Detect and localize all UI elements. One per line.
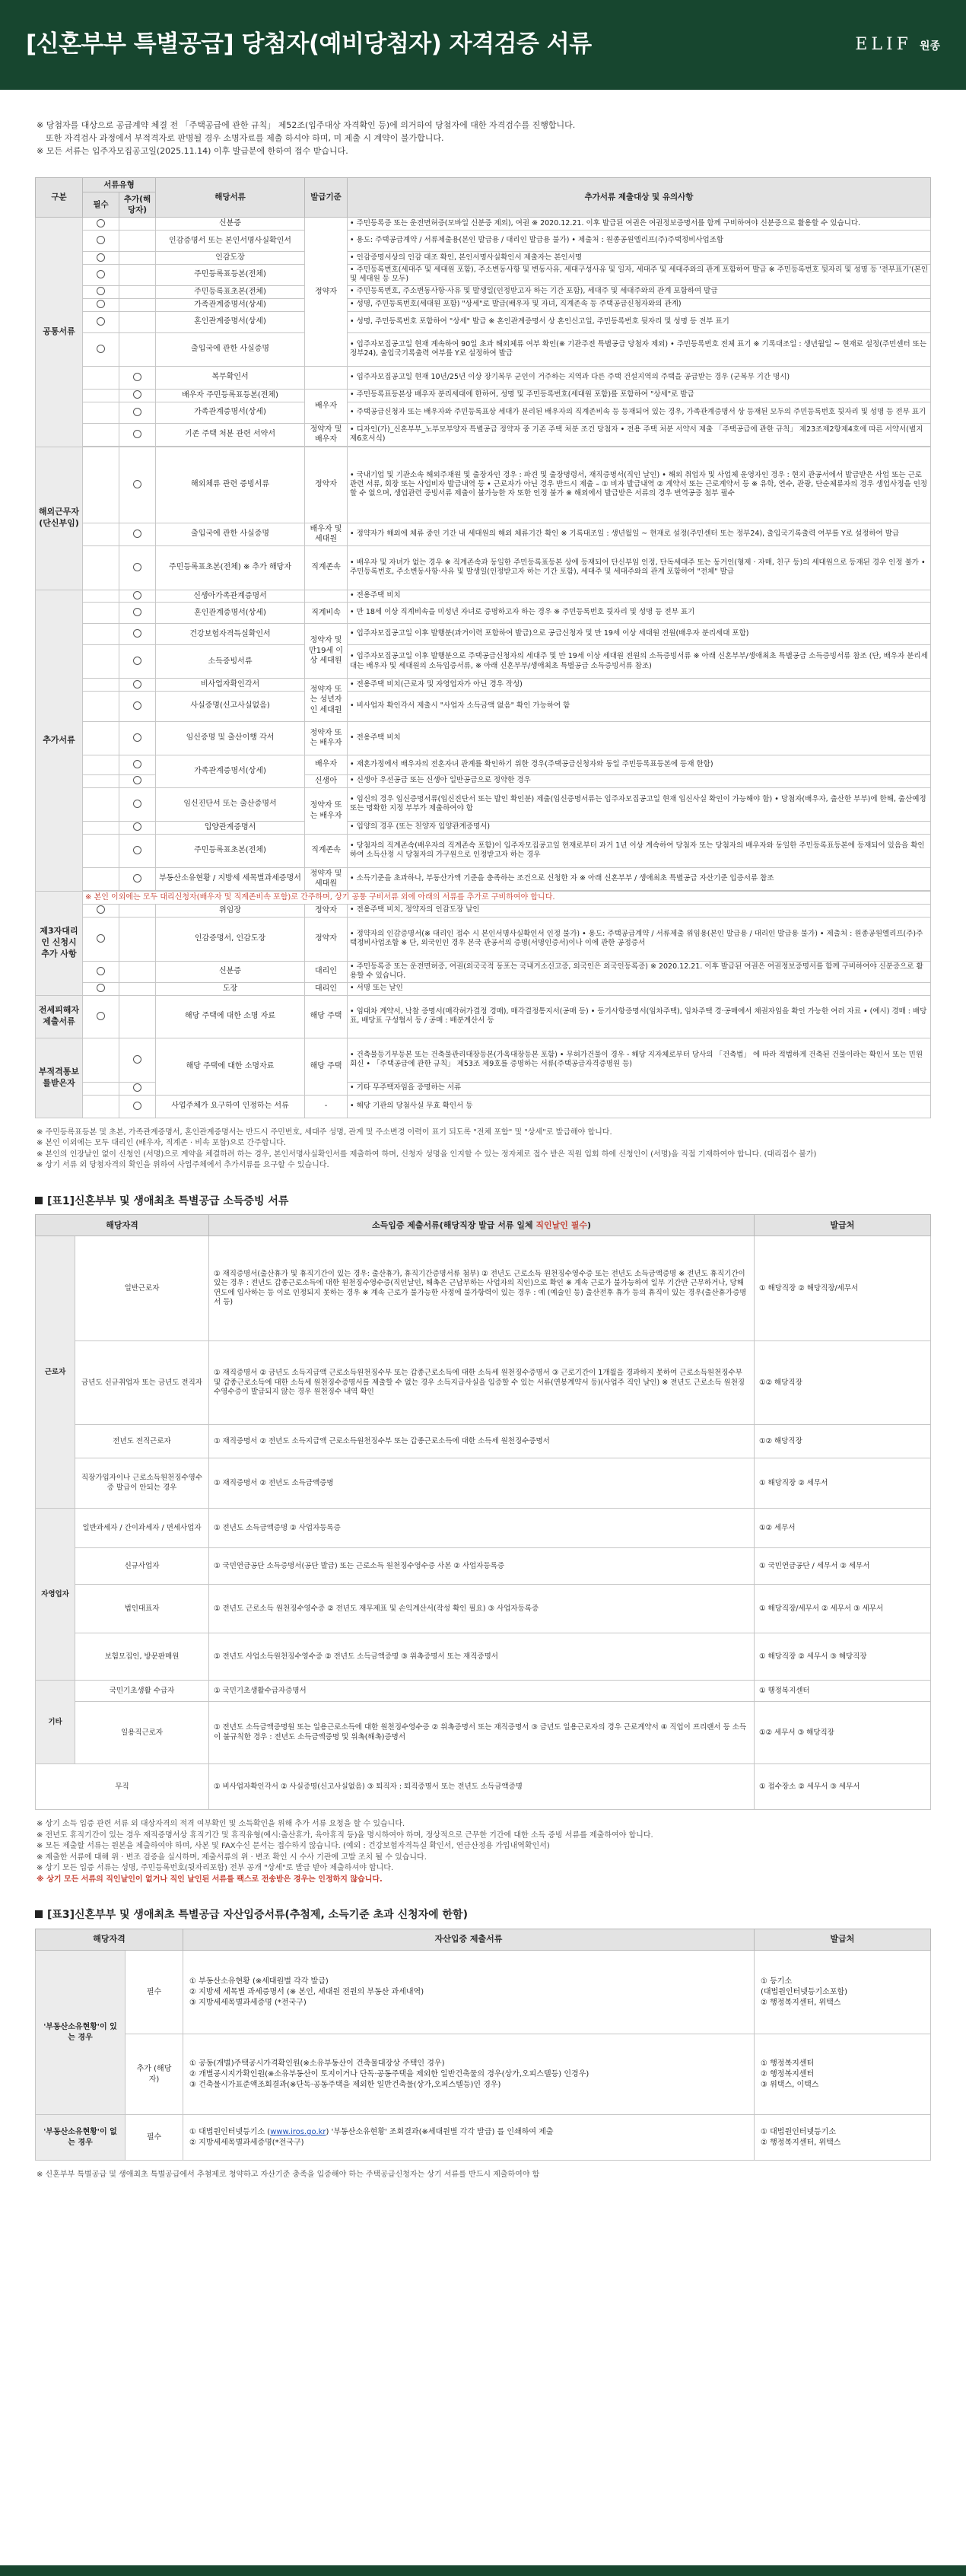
doc-detail: • 입주자모집공고일 현재 10년/25년 이상 장기복무 군인이 거주하는 지역과 다른 주택 건설지역의 주택을 공급받는 경우 (군복무 기간 명시) [348,366,931,389]
extra-mark [133,530,141,538]
issuer: 대리인 [305,982,348,995]
qual-issuer: ① 해당직장 ② 해당직장/세무서 [755,1236,931,1341]
qual-label: 법인대표자 [75,1585,209,1633]
doc-name: 출입국에 관한 사실증명 [156,523,305,545]
qual-issuer: ① 국민연금공단 / 세무서 ② 세무서 [755,1548,931,1585]
qual-label: 전년도 전직근로자 [75,1425,209,1458]
doc-detail: • 디자인(가)_신혼부부_노부모부양자 특별공급 정약자 중 기존 주택 처분 조건 당첨자 • 전용 주택 처분 서약서 제출 「주택공급에 관한 규칙」 제23조제2항제4호에 따른 서약서(별지 제6호서식) [348,423,931,446]
qual-docs: ① 재직증명서 ② 전년도 소득지급액 근로소득원천징수부 또는 갑종근로소득에 대한 소득세 원천징수증명서 [209,1425,755,1458]
header-bar [0,0,966,90]
qual-label: 보험모집인, 방문판매원 [75,1633,209,1681]
header-text: ) [587,1220,592,1230]
doc-detail: • 정약자의 인감증명서(※ 대리인 접수 시 본인서명사실확인서 인정 불가) • 용도: 주택공급계약 / 서류제출 위임용(본인 발급용 / 대리인 발급용 불가) • 제출처 : 원종공원엘리프(주)주택정비사업조합 ※ 단, 외국인인 경우 본국 관공서의 증명(서명인증서)이나 이에 관한 공정증서 [348,917,931,961]
issuer: 정약자 및 배우자 [305,423,348,446]
income-docs-table [35,1214,931,1810]
section-proxy: 제3자대리인 신청시 추가 사항 [36,891,83,995]
footer-bar [0,2565,966,2576]
qual-docs: ① 비사업자확인각서 ② 사실증명(신고사실없음) ③ 퇴직자 : 퇴직증명서 또는 전년도 소득금액증명 [209,1764,755,1810]
issuer: 정약자 또는 성년자인 세대원 [305,679,348,722]
col-header-gubun: 구분 [36,177,83,218]
qual-issuer: ①② 해당직장 [755,1341,931,1425]
required-mark [97,345,105,353]
qual-docs: ① 전년도 사업소득원천징수영수증 ② 전년도 소득금액증명 ③ 위촉증명서 또는 재직증명서 [209,1633,755,1681]
extra-mark [133,760,141,768]
proxy-notice: ※ 본인 이외에는 모두 대리신청자(배우자 및 직계존비속 포함)로 간주하며, 상기 공통 구비서류 외에 아래의 서류를 추가로 구비하여야 합니다. [83,891,931,904]
required-mark [97,905,105,914]
required-mark [97,253,105,262]
doc-name: 임신진단서 또는 출산증명서 [156,787,305,821]
extra-mark [133,373,141,381]
col-header-docs: 자산입증 제출서류 [183,1929,755,1951]
doc-detail: • 입주자모집공고일 이후 발행분으로 주택공급신청자의 세대주 및 만 19세 이상 세대원 전원의 소득증빙서류 ※ 아래 신혼부부/생애최초 특별공급 소득증빙서류 참조 (단, 배우자 분리세대는 배우자 및 세대원의 소득입증서류, ※ 아래 신혼부부/생애최초 특별공급 소득증빙서류 참조) [348,645,931,679]
doc-detail: • 정약자가 해외에 체류 중인 기간 내 세대원의 해외 체류기간 확인 ※ 기록대조일 : 생년월일 ~ 현재로 설정(주민센터 또는 정부24), 출입국기록출력 여부를 Y로 설정하여 발급 [348,523,931,545]
doc-name: 주민등록표등본(전체) [156,264,305,285]
issuer: 정약자 또는 배우자 [305,721,348,755]
issuer: 정약자 또는 배우자 [305,787,348,834]
extra-mark [133,874,141,883]
required-mark [97,300,105,308]
required-mark [97,934,105,943]
qual-docs: ① 재직증명서(출산휴가 및 휴직기간이 있는 경우: 출산휴가, 휴직기간증명서류 첨부) ② 전년도 근로소득 원천징수영수증 또는 전년도 소득금액증명 ※ 전년도 휴직기간이 있는 경우 : 전년도 갑종근로소득에 대한 원천징수영수증(직인날인, 해촉은 근납부하는 사업자의 직인)으로 확인 ※ 계속 근로가 불가능하여 일부 기간만 근무하거나, 당해 연도에 입사하는 등 이로 인정되지 못하는 경우 ※ 계속 근로가 불가능한 사정에 불가항력이 있는 경우 : 예 (예술인 등) 출산전후 휴가 등의 휴직이 있는 경우(출산휴가증명서 등) [209,1236,755,1341]
doc-detail: • 임대차 계약서, 낙찰 증명서(매각허가결정 경매), 매각결정통지서(공매 등) • 등기사항증명서(임차주택), 임차주택 경·공매에서 채권자임을 확인 가능한 여러 자료 • (예시) 경매 : 배당표, 배당표 구성협서 등 / 공매 : 배분계산서 등 [348,995,931,1038]
section-additional: 추가서류 [36,590,83,891]
extra-mark [133,822,141,831]
section-title-text: [표1]신혼부부 및 생애최초 특별공급 소득증빙 서류 [47,1194,289,1207]
extra-mark [133,480,141,488]
col-header-type: 서류유형 [83,177,156,192]
extra-mark [133,1055,141,1064]
doc-name: 위임장 [156,904,305,917]
issuer: 직계비속 [305,603,348,624]
qual-issuer: ① 행정복지센터 [755,1681,931,1702]
doc-detail: • 임신의 경우 임신증명서류(임신진단서 또는 발인 확인분) 제출(임신증명서류는 입주자모집공고일 현재 임신사실 확인이 가능해야 함) • 당첨자(배우자, 출산한 부부)에 한해, 출산예정 또는 명확한 지정 부부가 제출하여야 함 [348,787,931,821]
doc-detail: • 입양의 경우 (또는 친양자 입양관계증명서) [348,821,931,834]
issuer: 배우자 및 세대원 [305,523,348,545]
note-line: ※ 모든 제출할 서류는 원본을 제출하여야 하며, 사본 및 FAX수신 문서는 접수하지 않습니다. (예외 : 건강보험자격득실 확인서, 연금산정용 가입내역확인서) [37,1842,550,1851]
issuer: 정약자 [305,917,348,961]
qual-docs: ① 재직증명서 ② 금년도 소득지급액 근로소득원천징수부 또는 갑종근로소득에 대한 소득세 원천징수증명서 ③ 근로기간이 1개월을 경과하지 못하여 근로소득원천징수부 및 갑종근로소득에 대한 소득세 원천징수증명서를 제출할 수 없는 경우 소득지급사실을 입증할 수 있는 서류(연봉계약서 등)(사업주 직인 날인) ※ 전년도 근로소득 원천징수영수증이 발급되지 않는 경우 원천징수 내역 확인 [209,1341,755,1425]
asset-issuer [755,2115,931,2161]
doc-name: 신분증 [156,961,305,982]
asset-docs [183,2034,755,2115]
qual-label: 무직 [36,1764,209,1810]
col-header-issuer: 발급기준 [305,177,348,218]
row-type-additional: 추가 (해당자) [126,2034,183,2115]
asset-doc-line: ① 부동산소유현황 (※세대원별 각각 발급) [189,1977,329,1986]
doc-detail: • 당첨자의 직계존속(배우자의 직계존속 포함)이 입주자모집공고일 현재로부터 과거 1년 이상 계속하여 당첨자 또는 당첨자의 배우자와 동일한 주민등록표등본에 등재되어 있음을 확인하여 소득산정 시 당첨자의 가구원으로 인정받고자 하는 경우 [348,834,931,867]
extra-mark [133,608,141,616]
qual-label: 일반과세자 / 간이과세자 / 면세사업자 [75,1509,209,1548]
required-mark [97,317,105,326]
issuer: 정약자 [305,904,348,917]
doc-name: 사실증명(신고사실없음) [156,691,305,721]
qual-issuer: ① 해당직장 ② 세무서 [755,1458,931,1509]
doc-name: 소득증빙서류 [156,645,305,679]
issuer-line: ① 대법원인터넷등기소 [761,2127,837,2136]
qual-docs: ① 전년도 근로소득 원천징수영수증 ② 전년도 재무제표 및 손익계산서(작성 확인 필요) ③ 사업자등록증 [209,1585,755,1633]
note-line: ※ 본인 이외에는 모두 대리인 (배우자, 직계존 · 비속 포함)으로 간주합니다. [37,1139,286,1148]
doc-detail: • 비사업자 확인각서 제출시 "사업자 소득금액 없음" 확인 가능하여 함 [348,691,931,721]
qual-none: '부동산소유현황'이 없는 경우 [36,2115,126,2161]
issuer: 배우자 [305,389,348,423]
brand-logo [855,33,940,56]
doc-name: 신생아가족관계증명서 [156,590,305,603]
asset-issuer [755,1951,931,2034]
qual-issuer: ①② 해당직장 [755,1425,931,1458]
doc-detail: • 인감증명서상의 인감 대조 확인, 본인서명사실확인서 제출자는 본인서명 [348,252,931,265]
col-header-issuer: 발급처 [755,1215,931,1236]
header-red-text: 직인날인 필수 [535,1220,588,1230]
note-line: ※ 본인의 인장날인 없이 신청인 (서명)으로 계약을 체결하려 하는 경우, 본인서명사실확인서를 제출하여 하며, 신청자 성명을 인지할 수 있는 정자체로 접수 받은 직원 입회 하에 신청인이 (서명)을 직접 기재하여야 합니다. (대리접수 불가) [37,1150,817,1159]
doc-detail: • 건축물등기부등본 또는 건축물관리대장등본(가옥대장등본 포함) • 무허가건물이 경우 - 해당 지자체로부터 당사의 「건축법」 에 따라 적법하게 건축된 건물이라는 확인서 또는 민원회신 • 「주택공급에 관한 규칙」 제53조 제9호를 증명하는 서류(주택공급자격증명원 등) [348,1038,931,1082]
doc-name: 사업주체가 요구하여 인정하는 서류 [156,1095,305,1118]
section-disabled: 부적격통보를받은자 [36,1038,83,1118]
issuer: 해당 주택 [305,995,348,1038]
header-text: 소득입증 제출서류(해당직장 발급 서류 일체 [371,1220,536,1230]
income-notes [0,1810,966,1884]
doc-name: 인감도장 [156,252,305,265]
issuer-line: ① 등기소 [761,1977,793,1986]
doc-detail: • 신생아 우선공급 또는 신생아 일반공급으로 정약한 경우 [348,774,931,787]
qual-label: 신규사업자 [75,1548,209,1585]
extra-mark [133,1102,141,1110]
doc-name: 신분증 [156,218,305,231]
col-header-docs [209,1215,755,1236]
qual-docs: ① 전년도 소득금액증명 ② 사업자등록증 [209,1509,755,1548]
extra-mark [133,430,141,438]
doc-name: 혼인관계증명서(상세) [156,603,305,624]
issuer-line: (대법원인터넷등기소포함) [761,1987,848,1996]
qual-issuer: ①② 세무서 ③ 해당직장 [755,1702,931,1764]
asset-doc-line: ① 공동(개별)주택공시가격확인원(※소유부동산이 건축물대장상 주택인 경우) [189,2059,445,2068]
extra-mark [133,408,141,416]
qual-label: 금년도 신규취업자 또는 금년도 전직자 [75,1341,209,1425]
extra-mark [133,591,141,599]
doc-name: 배우자 주민등록표등본(전체) [156,389,305,402]
section-overseas: 해외근무자(단신부임) [36,447,83,590]
doc-detail: • 주민등록번호(세대주 및 세대원 포함), 주소변동사항 및 변동사유, 세대구성사유 및 일자, 세대주 및 세대주와의 관계 포함하여 발급 ※ 주민등록번호 뒷자리 및 성명 등 '전부표기'(본인 및 세대원 등 모두) [348,264,931,285]
qual-label: 국민기초생활 수급자 [75,1681,209,1702]
note-line: ※ 상기 소득 입증 관련 서류 외 대상자격의 적격 여부확인 및 소득확인을 위해 추가 서류 요청을 할 수 있습니다. [37,1820,405,1829]
note-line: ※ 제출한 서류에 대해 위 · 변조 검증을 실시하며, 제출서류의 위 · 변조 확인 시 수사 기관에 고발 조치 될 수 있습니다. [37,1852,427,1862]
doc-name: 해당 주택에 대한 소명자료 [156,1038,305,1095]
extra-mark [133,390,141,399]
doc-detail: • 주민등록번호, 주소변동사항·사유 및 발생일(인정받고자 하는 기간 포함), 세대주 및 세대주와의 관계 포함하여 발급 [348,285,931,298]
asset-doc-line: ③ 지방세세목별과세증명 (*전국구) [189,1998,307,2007]
doc-name: 도장 [156,982,305,995]
required-mark [97,287,105,295]
note-line: ※ 상기 모든 입증 서류는 성명, 주민등록번호(뒷자리포함) 전부 공개 "상세"로 발급 받아 제출하셔야 합니다. [37,1864,394,1873]
category-other: 기타 [36,1681,75,1764]
section-common: 공통서류 [36,218,83,447]
doc-name: 주민등록표초본(전체) [156,285,305,298]
section-title-text: [표3]신혼부부 및 생애최초 특별공급 자산입증서류(추첨제, 소득기준 초과 신청자에 한함) [47,1909,468,1922]
issuer: 정약자 [305,447,348,523]
qual-label: 직장가입자이나 근로소득원천징수영수증 발급이 안되는 경우 [75,1458,209,1509]
required-mark [97,967,105,975]
issuer: 직계존속 [305,834,348,867]
doc-detail: • 주민등록증 또는 운전면허증(모바일 신분증 제외), 여권 ※ 2020.12.21. 이후 발급된 여권은 여권정보증명서를 함께 구비하여야 신분증으로 활용할 수 있습니다. [348,218,931,231]
doc-name: 가족관계증명서(상세) [156,298,305,311]
doc-detail: • 기타 무주택자임을 증명하는 서류 [348,1082,931,1095]
asset-docs [183,2115,755,2161]
qual-issuer: ①② 세무서 [755,1509,931,1548]
qual-label: 일용직근로자 [75,1702,209,1764]
doc-detail: • 만 18세 이상 직계비속을 미성년 자녀로 증명하고자 하는 경우 ※ 주민등록번호 뒷자리 및 성명 등 전부 표기 [348,603,931,624]
qual-docs: ① 국민연금공단 소득증명서(공단 발급) 또는 근로소득 원천징수영수증 사본 ② 사업자등록증 [209,1548,755,1585]
note-line: ※ 주민등록표등본 및 초본, 가족관계증명서, 혼인관계증명서는 반드시 주민번호, 세대주 성명, 관계 및 주소변경 이력이 표기 되도록 "전체 포함" 및 "상세"로 발급해야 합니다. [37,1127,612,1137]
issuer: 정약자 [305,218,348,367]
qual-owned: '부동산소유현황'이 있는 경우 [36,1951,126,2115]
doc-name: 주민등록표초본(전체) [156,834,305,867]
issuer-line: ② 행정복지센터 [761,2069,815,2078]
page-title: [신혼부부 특별공급] 당첨자(예비당첨자) 자격검증 서류 [26,30,592,59]
brand-logo-mark: ELIF [855,35,912,55]
issuer-line: ② 행정복지센터, 위택스 [761,1998,841,2007]
doc-name: 입양관계증명서 [156,821,305,834]
asset-docs [183,1951,755,2034]
brand-logo-sub: 원종 [919,40,940,53]
iros-link[interactable]: www.iros.go.kr [270,2127,326,2136]
section-title-assets [0,1885,966,1929]
extra-mark [133,657,141,665]
issuer: - [305,1095,348,1118]
col-header-doc: 해당서류 [156,177,305,218]
required-mark [97,984,105,992]
doc-detail: • 재혼가정에서 배우자의 전혼자녀 관계를 확인하기 위한 경우(주택공급신청자와 동일 주민등록표등본에 등재 한함) [348,755,931,774]
asset-footnote [0,2161,966,2180]
doc-name: 해당 주택에 대한 소명 자료 [156,995,305,1038]
row-type-required: 필수 [126,2115,183,2161]
doc-detail: • 입주자모집공고일 현재 계속하여 90일 초과 해외체류 여부 확인(※ 기관주전 특별공급 당첨자 제외) • 주민등록번호 전체 표기 ※ 기록대조일 : 생년월일 ~ 현재로 설정(주민센터 또는 정부24), 출입국기록출력 여부를 Y로 설정하여 발급 [348,332,931,366]
category-worker: 근로자 [36,1236,75,1509]
doc-detail: • 소득기준을 초과하나, 부동산가액 기준을 충족하는 조건으로 신청한 자 ※ 아래 신혼부부 / 생애최초 특별공급 자산기준 입증서류 참조 [348,867,931,890]
bullet-square-icon [35,1910,43,1918]
issuer: 배우자 [305,755,348,774]
doc-detail: • 주민등록표등본상 배우자 분리세대에 한하여, 성명 및 주민등록번호(세대원 포함)를 포함하여 "상세"로 발급 [348,389,931,402]
issuer: 정약자 및 만19세 이상 세대원 [305,624,348,679]
required-mark [97,236,105,244]
col-header-detail: 추가서류 제출대상 및 유의사항 [348,177,931,218]
verification-docs-table [35,177,931,1118]
section-title-income [0,1172,966,1215]
doc-detail: • 성명, 주민등록번호 포함하여 "상세" 발급 ※ 혼인관계증명서 상 혼인신고일, 주민등록번호 뒷자리 및 성명 등 전부 표기 [348,311,931,332]
doc-detail: • 주민등록증 또는 운전면허증, 여권(외국국적 동포는 국내거소신고증, 외국인은 외국인등록증) ※ 2020.12.21. 이후 발급된 여권은 여권정보증명서를 함께 구비하여야 신분증으로 활용할 수 있습니다. [348,961,931,982]
bullet-square-icon [35,1197,43,1204]
doc-name: 복무확인서 [156,366,305,389]
asset-doc-text: ① 대법원인터넷등기소 ( [189,2127,271,2136]
doc-detail: • 성명, 주민등록번호(세대원 포함) "상세"로 발급(배우자 및 자녀, 직계존속 등 주택공급신청자와의 관계) [348,298,931,311]
issuer: 직계존속 [305,545,348,590]
extra-mark [133,1083,141,1092]
intro-line: ※ 당첨자를 대상으로 공급계약 체결 전 「주택공급에 관한 규칙」 제52조(입주대상 자격확인 등)에 의거하여 당첨자에 대한 자격검수를 진행합니다. [37,120,576,130]
note-line: ※ 신혼부부 특별공급 및 생애최초 특별공급에서 추첨제로 청약하고 자산기준 충족을 입증해야 하는 주택공급신청자는 상기 서류를 반드시 제출하여야 함 [37,2171,540,2180]
note-line: ※ 상기 서류 외 당첨자격의 확인을 위하여 사업주체에서 추가서류를 요구할 수 있습니다. [37,1161,329,1170]
asset-doc-line: ② 지방세세목별과세증명(*전국구) [189,2138,304,2147]
qual-docs: ① 국민기초생활수급자증명서 [209,1681,755,1702]
doc-name: 인감증명서 또는 본인서명사실확인서 [156,231,305,252]
extra-mark [133,776,141,784]
required-mark [97,1012,105,1020]
doc-name: 가족관계증명서(상세) [156,755,305,787]
category-self: 자영업자 [36,1509,75,1681]
issuer-line: ③ 위택스, 이택스 [761,2080,819,2089]
row-type-required: 필수 [126,1951,183,2034]
qual-issuer: ① 접수장소 ② 세무서 ③ 세무서 [755,1764,931,1810]
asset-doc-line: ② 개별공시지가확인원(※소유부동산이 토지이거나 단독·공동주택을 제외한 일반건축물의 경우(상가,오피스텔등) 인경우) [189,2069,589,2078]
asset-doc-line: ② 지방세 세목별 과세증명서 (※ 본인, 세대원 전원의 부동산 과세내역) [189,1987,424,1996]
doc-name: 건강보험자격득실확인서 [156,624,305,645]
note-line-red: ※ 상기 모든 서류의 직인날인이 없거나 직인 날인된 서류를 팩스로 전송받은 경우는 인정하지 않습니다. [37,1875,383,1884]
asset-issuer [755,2034,931,2115]
extra-mark [133,846,141,854]
asset-doc-text: ) '부동산소유현황' 조회결과(※세대원별 각각 발급) 를 인쇄하여 제출 [326,2127,554,2136]
intro-notice [0,90,966,157]
asset-doc-line [189,2127,748,2138]
extra-mark [133,629,141,638]
intro-line: ※ 모든 서류는 입주자모집공고일(2025.11.14) 이후 발급분에 한하여 접수 받습니다. [37,145,348,156]
issuer: 정약자 및 세대원 [305,867,348,890]
extra-mark [133,800,141,808]
note-line: ※ 전년도 휴직기간이 있는 경우 재직증명서상 휴직기간 및 휴직유형(예시:출산휴가, 육아휴직 등)을 명시하여야 하며, 정상적으로 근무한 기간에 대한 소득 증빙 서류를 제출하여야 합니다. [37,1830,653,1840]
doc-name: 비사업자확인각서 [156,679,305,692]
qual-issuer: ① 해당직장/세무서 ② 세무서 ③ 세무서 [755,1585,931,1633]
doc-name: 기존 주택 처분 관련 서약서 [156,423,305,446]
section-jeonse: 전세피해자제출서류 [36,995,83,1038]
col-header-qual: 해당자격 [36,1215,209,1236]
issuer: 대리인 [305,961,348,982]
col-header-extra: 추가(해당자) [119,192,156,217]
col-header-required: 필수 [83,192,119,217]
doc-name: 출입국에 관한 사실증명 [156,332,305,366]
extra-mark [133,701,141,710]
doc-name: 가족관계증명서(상세) [156,402,305,423]
extra-mark [133,733,141,742]
doc-detail: • 전용주택 비치 [348,590,931,603]
required-mark [97,219,105,227]
qual-docs: ① 재직증명서 ② 전년도 소득금액증명 [209,1458,755,1509]
intro-line: 또한 자격검사 과정에서 부적격자로 판명될 경우 소명자료를 제출 하셔야 하며, 미 제출 시 계약이 불가합니다. [46,132,444,143]
required-mark [97,270,105,278]
doc-detail: • 주택공급신청자 또는 배우자와 주민등록표상 세대가 분리된 배우자의 직계존비속 등 등재되어 있는 경우, 가족관계증명서 상 등재된 모두의 주민등록번호 뒷자리 및 성명 등 전부 표기 [348,402,931,423]
doc-detail: • 배우자 및 자녀가 없는 경우 ※ 직계존속과 동일한 주민등록표등본 상에 등재되어 단신부임 인정, 단독세대주 또는 동거인(형제 · 자매, 친구 등)의 세대원으로 등재된 경우 인정 불가 • 주민등록번호, 주소변동사항·사유 및 발생일(인정받고자 하는 기간 포함), 세대주 및 세대주와의 관계 포함하여 "전체" 발급 [348,545,931,590]
doc-detail: • 전용주택 비치 [348,721,931,755]
qual-label: 일반근로자 [75,1236,209,1341]
col-header-qual: 해당자격 [36,1929,183,1951]
doc-detail: • 서명 또는 날인 [348,982,931,995]
asset-doc-line: ③ 건축물시가표준액조회결과(※단독·공동주택을 제외한 일반건축물(상가,오피스텔등)인 경우) [189,2080,501,2089]
notes-block [0,1118,966,1171]
doc-name: 혼인관계증명서(상세) [156,311,305,332]
issuer-line: ② 행정복지센터, 위택스 [761,2138,841,2147]
col-header-issuer: 발급처 [755,1929,931,1951]
doc-name: 부동산소유현황 / 지방세 세목별과세증명서 [156,867,305,890]
doc-detail: • 전용주택 비치(근로자 및 자영업자가 아닌 경우 작성) [348,679,931,692]
issuer-line: ① 행정복지센터 [761,2059,815,2068]
doc-detail: • 전용주택 비치, 정약자의 인감도장 날인 [348,904,931,917]
doc-detail: • 국내기업 및 기관소속 해외주재원 및 출장자인 경우 : 파견 및 출장명령서, 재직증명서(직인 날인) • 해외 취업자 및 사업체 운영자인 경우 : 현지 관공서에서 발급받은 사업 또는 근로 관련 서류, 회장 또는 사업비자 발급내역 등 • 근로자가 아닌 경우 반드시 제출 – ① 비자 발급내역 ② 계약서 또는 근로계약서 등 ※ 유학, 연수, 관광, 단순체류자의 경우 생업사정을 인정할 수 없으며, 생업관련 증빙서류 제출이 불가능한 자 또한 인정 불가 ※ 해외에서 발급받은 서류의 경우 번역공증 첨부 필수 [348,447,931,523]
qual-issuer: ① 해당직장 ② 세무서 ③ 해당직장 [755,1633,931,1681]
doc-name: 임신증명 및 출산이행 각서 [156,721,305,755]
doc-detail: • 해당 기관의 당첨사실 무효 확인서 등 [348,1095,931,1118]
doc-detail: • 입주자모집공고일 이후 발행분(과거이력 포함하여 발급)으로 공급신청자 및 만 19세 이상 세대원 전원(배우자 분리세대 포함) [348,624,931,645]
extra-mark [133,563,141,571]
doc-name: 해외체류 관련 증빙서류 [156,447,305,523]
qual-docs: ① 전년도 소득금액증명원 또는 일용근로소득에 대한 원천징수영수증 ② 위촉증명서 또는 재직증명서 ③ 금년도 일용근로자의 경우 근로계약서 ④ 직업이 프리랜서 등 소득이 불규칙한 경우 : 전년도 소득금액증명 및 위촉(해촉)증명서 [209,1702,755,1764]
asset-docs-table [35,1929,931,2161]
doc-detail: • 용도: 주택공급계약 / 서류제출용(본인 발급용 / 대리인 발급용 불가) • 제출처 : 원종공원엘리프(주)주택정비사업조합 [348,231,931,252]
issuer: 신생아 [305,774,348,787]
extra-mark [133,680,141,689]
issuer: 해당 주택 [305,1038,348,1095]
doc-name: 주민등록표초본(전체) ※ 추가 해당자 [156,545,305,590]
doc-name: 인감증명서, 인감도장 [156,917,305,961]
